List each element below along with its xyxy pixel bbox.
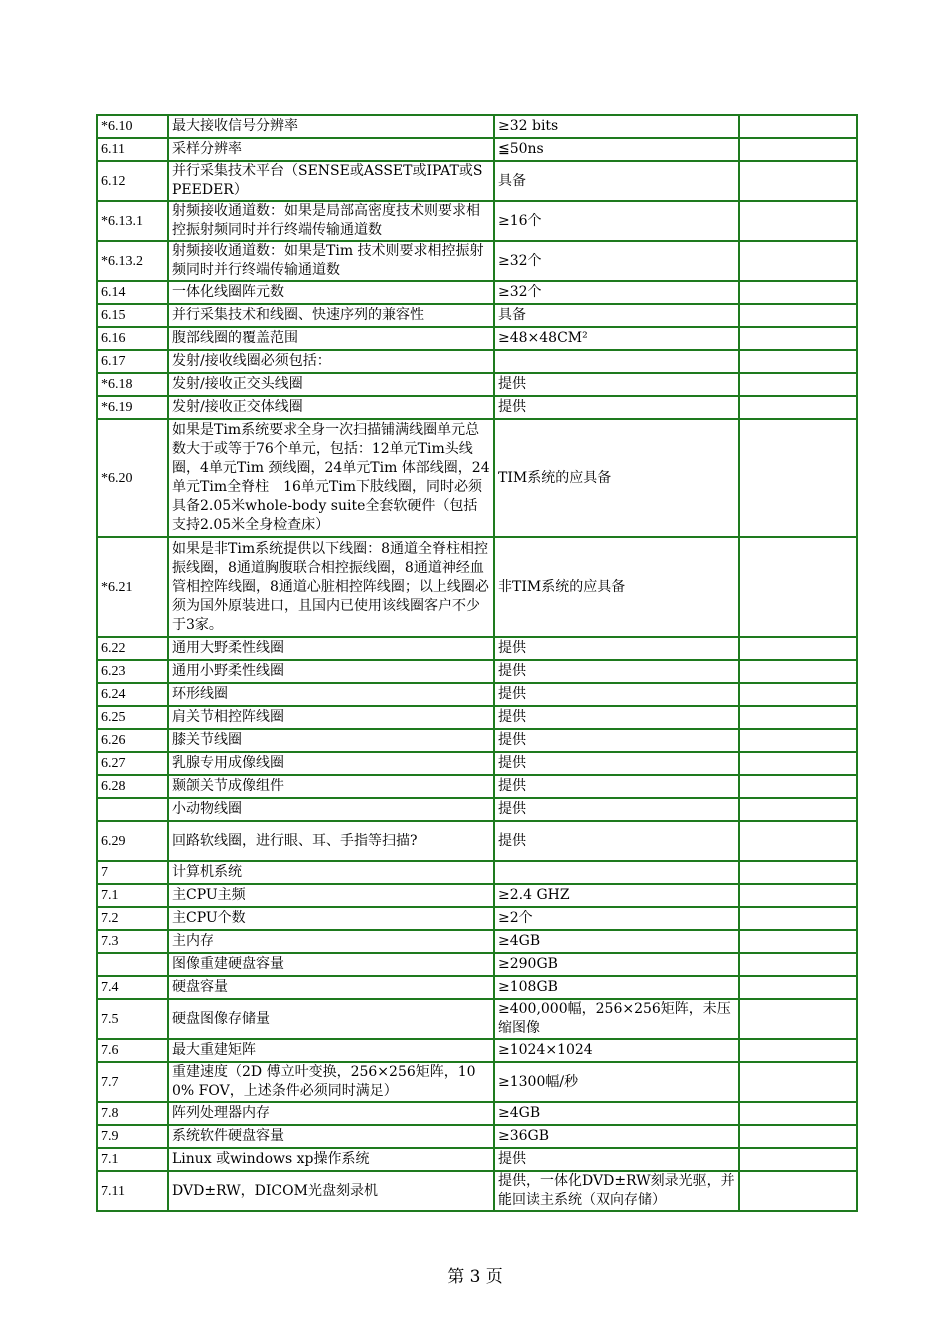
table-row — [97, 1039, 857, 1062]
row-number-cell: 7.7 — [97, 1062, 168, 1102]
item-cell: 发射/接收线圈必须包括： — [168, 350, 494, 373]
note-cell — [739, 930, 857, 953]
requirement-cell: 具备 — [494, 161, 739, 201]
row-number-cell: *6.21 — [97, 537, 168, 637]
item-cell: DVD±RW，DICOM光盘刻录机 — [168, 1171, 494, 1211]
item-cell: 通用小野柔性线圈 — [168, 660, 494, 683]
item-cell: 颞颌关节成像组件 — [168, 775, 494, 798]
note-cell — [739, 241, 857, 281]
row-number-cell: 7.9 — [97, 1125, 168, 1148]
requirement-cell: ≥4GB — [494, 1102, 739, 1125]
table-row — [97, 396, 857, 419]
table-row — [97, 706, 857, 729]
table-row — [97, 752, 857, 775]
row-number-cell: 7 — [97, 861, 168, 884]
row-number-cell: 7.1 — [97, 1148, 168, 1171]
table-row — [97, 201, 857, 241]
table-row — [97, 683, 857, 706]
row-number-cell: 7.8 — [97, 1102, 168, 1125]
note-cell — [739, 884, 857, 907]
row-number-cell: 6.29 — [97, 821, 168, 861]
requirement-cell: 提供 — [494, 396, 739, 419]
row-number-cell: 7.4 — [97, 976, 168, 999]
requirement-cell: 提供 — [494, 373, 739, 396]
note-cell — [739, 1148, 857, 1171]
requirement-cell: 提供 — [494, 821, 739, 861]
table-row — [97, 1102, 857, 1125]
requirement-cell: 提供 — [494, 1148, 739, 1171]
table-row — [97, 1125, 857, 1148]
table-row — [97, 115, 857, 138]
item-cell: 发射/接收正交体线圈 — [168, 396, 494, 419]
note-cell — [739, 1102, 857, 1125]
requirement-cell: ≥400,000幅，256×256矩阵，未压缩图像 — [494, 999, 739, 1039]
table-row — [97, 953, 857, 976]
row-number-cell: 7.5 — [97, 999, 168, 1039]
row-number-cell: 7.3 — [97, 930, 168, 953]
note-cell — [739, 281, 857, 304]
row-number-cell: 7.6 — [97, 1039, 168, 1062]
row-number-cell: *6.10 — [97, 115, 168, 138]
row-number-cell: 6.14 — [97, 281, 168, 304]
item-cell: 硬盘图像存储量 — [168, 999, 494, 1039]
item-cell: 回路软线圈，进行眼、耳、手指等扫描? — [168, 821, 494, 861]
note-cell — [739, 201, 857, 241]
requirement-cell: ≦50ns — [494, 138, 739, 161]
note-cell — [739, 861, 857, 884]
requirement-cell: ≥16个 — [494, 201, 739, 241]
page-number-label: 第 3 页 — [447, 1267, 503, 1287]
requirement-cell: ≥32 bits — [494, 115, 739, 138]
row-number-cell: 6.24 — [97, 683, 168, 706]
item-cell: 发射/接收正交头线圈 — [168, 373, 494, 396]
table-row — [97, 281, 857, 304]
note-cell — [739, 115, 857, 138]
item-cell: 主内存 — [168, 930, 494, 953]
page-footer — [0, 1262, 950, 1287]
row-number-cell — [97, 953, 168, 976]
item-cell: 环形线圈 — [168, 683, 494, 706]
row-number-cell: 6.23 — [97, 660, 168, 683]
item-cell: 小动物线圈 — [168, 798, 494, 821]
note-cell — [739, 637, 857, 660]
row-number-cell: 6.12 — [97, 161, 168, 201]
note-cell — [739, 706, 857, 729]
requirement-cell: ≥290GB — [494, 953, 739, 976]
note-cell — [739, 1039, 857, 1062]
table-row — [97, 327, 857, 350]
row-number-cell: 6.22 — [97, 637, 168, 660]
requirement-cell: ≥1300幅/秒 — [494, 1062, 739, 1102]
note-cell — [739, 752, 857, 775]
note-cell — [739, 1171, 857, 1211]
note-cell — [739, 396, 857, 419]
table-row — [97, 798, 857, 821]
item-cell: 最大重建矩阵 — [168, 1039, 494, 1062]
item-cell: 射频接收通道数：如果是局部高密度技术则要求相控振射频同时并行终端传输通道数 — [168, 201, 494, 241]
table-row — [97, 1148, 857, 1171]
note-cell — [739, 304, 857, 327]
row-number-cell: 6.27 — [97, 752, 168, 775]
table-row — [97, 930, 857, 953]
requirement-cell: 提供 — [494, 660, 739, 683]
item-cell: 乳腺专用成像线圈 — [168, 752, 494, 775]
table-row — [97, 660, 857, 683]
row-number-cell: *6.13.1 — [97, 201, 168, 241]
requirement-cell — [494, 350, 739, 373]
note-cell — [739, 999, 857, 1039]
table-row — [97, 999, 857, 1039]
table-row — [97, 861, 857, 884]
item-cell: 系统软件硬盘容量 — [168, 1125, 494, 1148]
row-number-cell: *6.13.2 — [97, 241, 168, 281]
requirement-cell: 非TIM系统的应具备 — [494, 537, 739, 637]
table-row — [97, 884, 857, 907]
row-number-cell: 6.26 — [97, 729, 168, 752]
table-row — [97, 350, 857, 373]
requirement-cell: ≥2.4 GHZ — [494, 884, 739, 907]
requirement-cell: TIM系统的应具备 — [494, 419, 739, 537]
table-row — [97, 976, 857, 999]
table-row — [97, 304, 857, 327]
requirement-cell: 提供 — [494, 706, 739, 729]
table-row — [97, 419, 857, 537]
item-cell: 主CPU个数 — [168, 907, 494, 930]
item-cell: 膝关节线圈 — [168, 729, 494, 752]
item-cell: 腹部线圈的覆盖范围 — [168, 327, 494, 350]
note-cell — [739, 798, 857, 821]
note-cell — [739, 537, 857, 637]
requirement-cell: ≥48×48CM² — [494, 327, 739, 350]
requirement-cell: 提供 — [494, 798, 739, 821]
row-number-cell: 6.16 — [97, 327, 168, 350]
table-row — [97, 775, 857, 798]
note-cell — [739, 976, 857, 999]
table-row — [97, 821, 857, 861]
item-cell: 射频接收通道数：如果是Tim 技术则要求相控振射频同时并行终端传输通道数 — [168, 241, 494, 281]
item-cell: 肩关节相控阵线圈 — [168, 706, 494, 729]
item-cell: 重建速度（2D 傅立叶变换，256×256矩阵，100% FOV，上述条件必须同时满足） — [168, 1062, 494, 1102]
note-cell — [739, 953, 857, 976]
note-cell — [739, 907, 857, 930]
item-cell: 一体化线圈阵元数 — [168, 281, 494, 304]
row-number-cell: 6.17 — [97, 350, 168, 373]
table-row — [97, 1171, 857, 1211]
item-cell: 采样分辨率 — [168, 138, 494, 161]
item-cell: Linux 或windows xp操作系统 — [168, 1148, 494, 1171]
requirement-cell — [494, 861, 739, 884]
requirement-cell: 提供 — [494, 752, 739, 775]
note-cell — [739, 350, 857, 373]
table-row — [97, 138, 857, 161]
note-cell — [739, 683, 857, 706]
row-number-cell: 6.28 — [97, 775, 168, 798]
row-number-cell: *6.20 — [97, 419, 168, 537]
item-cell: 图像重建硬盘容量 — [168, 953, 494, 976]
row-number-cell: 7.1 — [97, 884, 168, 907]
table-row — [97, 241, 857, 281]
note-cell — [739, 327, 857, 350]
row-number-cell: 7.2 — [97, 907, 168, 930]
item-cell: 并行采集技术和线圈、快速序列的兼容性 — [168, 304, 494, 327]
table-row — [97, 907, 857, 930]
requirement-cell: ≥108GB — [494, 976, 739, 999]
item-cell: 最大接收信号分辨率 — [168, 115, 494, 138]
requirement-cell: 提供 — [494, 729, 739, 752]
row-number-cell: 6.11 — [97, 138, 168, 161]
table-row — [97, 161, 857, 201]
table-row — [97, 1062, 857, 1102]
requirement-cell: 提供 — [494, 683, 739, 706]
row-number-cell — [97, 798, 168, 821]
table-row — [97, 537, 857, 637]
table-row — [97, 373, 857, 396]
item-cell: 硬盘容量 — [168, 976, 494, 999]
note-cell — [739, 373, 857, 396]
requirement-cell: ≥2个 — [494, 907, 739, 930]
requirement-cell: 提供 — [494, 775, 739, 798]
row-number-cell: 6.15 — [97, 304, 168, 327]
note-cell — [739, 138, 857, 161]
item-cell: 阵列处理器内存 — [168, 1102, 494, 1125]
note-cell — [739, 161, 857, 201]
note-cell — [739, 660, 857, 683]
requirement-cell: 提供，一体化DVD±RW刻录光驱，并能回读主系统（双向存储） — [494, 1171, 739, 1211]
note-cell — [739, 1125, 857, 1148]
table-row — [97, 637, 857, 660]
item-cell: 主CPU主频 — [168, 884, 494, 907]
row-number-cell: 6.25 — [97, 706, 168, 729]
requirement-cell: 提供 — [494, 637, 739, 660]
requirement-cell: 具备 — [494, 304, 739, 327]
table-row — [97, 729, 857, 752]
row-number-cell: 7.11 — [97, 1171, 168, 1211]
requirement-cell: ≥4GB — [494, 930, 739, 953]
note-cell — [739, 775, 857, 798]
spec-table-body — [97, 115, 857, 1211]
requirement-cell: ≥1024×1024 — [494, 1039, 739, 1062]
row-number-cell: *6.18 — [97, 373, 168, 396]
note-cell — [739, 419, 857, 537]
item-cell: 并行采集技术平台（SENSE或ASSET或IPAT或SPEEDER） — [168, 161, 494, 201]
requirement-cell: ≥32个 — [494, 241, 739, 281]
item-cell: 如果是非Tim系统提供以下线圈：8通道全脊柱相控振线圈，8通道胸腹联合相控振线圈，8通道神经血管相控阵线圈，8通道心脏相控阵线圈；以上线圈必须为国外原装进口，且国内已使用该线圈客户不少于3家。 — [168, 537, 494, 637]
note-cell — [739, 1062, 857, 1102]
item-cell: 通用大野柔性线圈 — [168, 637, 494, 660]
item-cell: 计算机系统 — [168, 861, 494, 884]
requirement-cell: ≥36GB — [494, 1125, 739, 1148]
note-cell — [739, 821, 857, 861]
item-cell: 如果是Tim系统要求全身一次扫描铺满线圈单元总数大于或等于76个单元，包括：12单元Tim头线圈，4单元Tim 颈线圈，24单元Tim 体部线圈，24单元Tim全脊柱 16单元Tim下肢线圈，同时必须具备2.05米whole-body suite全套软硬件（包括支持2.05米全身检查床） — [168, 419, 494, 537]
note-cell — [739, 729, 857, 752]
row-number-cell: *6.19 — [97, 396, 168, 419]
requirement-cell: ≥32个 — [494, 281, 739, 304]
spec-table — [96, 114, 858, 1212]
